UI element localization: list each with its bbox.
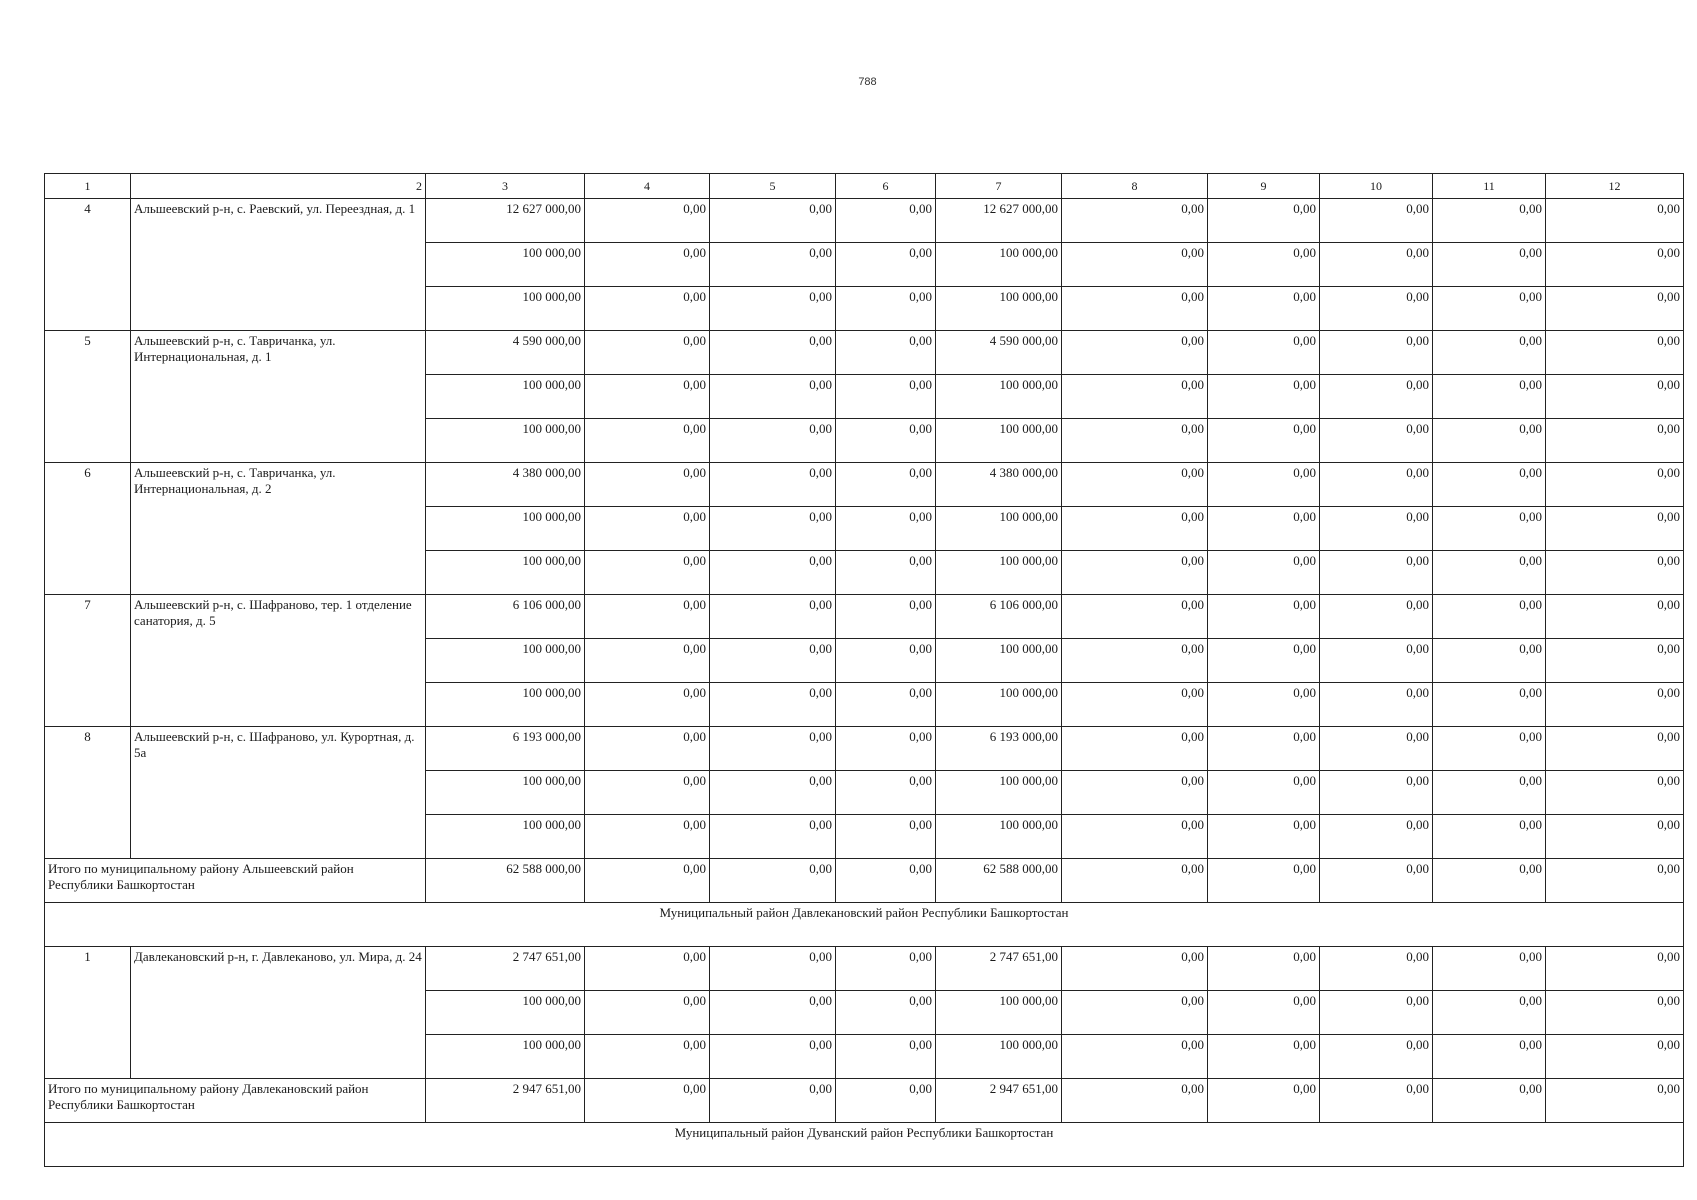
amount-cell: 100 000,00 [426, 771, 585, 815]
amount-cell: 0,00 [1062, 947, 1208, 991]
amount-cell: 0,00 [1433, 683, 1546, 727]
amount-cell: 0,00 [1062, 595, 1208, 639]
amount-cell: 0,00 [585, 507, 710, 551]
amount-cell: 0,00 [585, 683, 710, 727]
amount-cell: 0,00 [1546, 287, 1684, 331]
amount-cell: 0,00 [1433, 991, 1546, 1035]
amount-cell: 0,00 [1208, 991, 1320, 1035]
amount-cell: 0,00 [1062, 639, 1208, 683]
amount-cell: 0,00 [836, 463, 936, 507]
amount-cell: 0,00 [1320, 507, 1433, 551]
amount-cell: 0,00 [1208, 595, 1320, 639]
amount-cell: 0,00 [1433, 815, 1546, 859]
amount-cell: 0,00 [836, 771, 936, 815]
column-number-header: 2 [131, 174, 426, 199]
amount-cell: 0,00 [1320, 375, 1433, 419]
amount-cell: 0,00 [1208, 331, 1320, 375]
amount-cell: 12 627 000,00 [936, 199, 1062, 243]
amount-cell: 0,00 [1208, 947, 1320, 991]
amount-cell: 0,00 [710, 947, 836, 991]
total-amount-cell: 0,00 [1062, 1079, 1208, 1123]
amount-cell: 0,00 [1546, 595, 1684, 639]
amount-cell: 100 000,00 [426, 815, 585, 859]
amount-cell: 0,00 [1546, 199, 1684, 243]
section-title: Муниципальный район Дуванский район Республики Башкортостан [45, 1123, 1684, 1167]
amount-cell: 100 000,00 [936, 683, 1062, 727]
amount-cell: 0,00 [1433, 639, 1546, 683]
amount-cell: 0,00 [1433, 463, 1546, 507]
total-amount-cell: 0,00 [836, 859, 936, 903]
row-index: 1 [45, 947, 131, 1079]
amount-cell: 0,00 [585, 815, 710, 859]
amount-cell: 0,00 [1062, 991, 1208, 1035]
amount-cell: 4 380 000,00 [426, 463, 585, 507]
amount-cell: 0,00 [585, 991, 710, 1035]
amount-cell: 0,00 [1433, 595, 1546, 639]
amount-cell: 0,00 [1320, 639, 1433, 683]
amount-cell: 0,00 [1320, 199, 1433, 243]
amount-cell: 0,00 [1062, 419, 1208, 463]
amount-cell: 0,00 [1208, 683, 1320, 727]
amount-cell: 0,00 [1320, 419, 1433, 463]
amount-cell: 0,00 [1208, 771, 1320, 815]
amount-cell: 0,00 [710, 507, 836, 551]
amount-cell: 0,00 [710, 727, 836, 771]
amount-cell: 100 000,00 [936, 243, 1062, 287]
row-address: Альшеевский р-н, с. Шафраново, ул. Курортная, д. 5а [131, 727, 426, 859]
amount-cell: 0,00 [1062, 1035, 1208, 1079]
total-amount-cell: 0,00 [1546, 859, 1684, 903]
total-amount-cell: 2 947 651,00 [936, 1079, 1062, 1123]
row-index: 8 [45, 727, 131, 859]
column-number-header: 5 [710, 174, 836, 199]
amount-cell: 0,00 [1320, 243, 1433, 287]
row-index: 4 [45, 199, 131, 331]
amount-cell: 0,00 [1320, 595, 1433, 639]
amount-cell: 0,00 [1208, 463, 1320, 507]
amount-cell: 0,00 [1320, 463, 1433, 507]
amount-cell: 0,00 [1433, 947, 1546, 991]
amount-cell: 0,00 [836, 947, 936, 991]
amount-cell: 0,00 [585, 947, 710, 991]
amount-cell: 100 000,00 [936, 771, 1062, 815]
amount-cell: 2 747 651,00 [426, 947, 585, 991]
amount-cell: 0,00 [1062, 727, 1208, 771]
amount-cell: 0,00 [1546, 331, 1684, 375]
amount-cell: 100 000,00 [936, 815, 1062, 859]
amount-cell: 0,00 [1062, 331, 1208, 375]
amount-cell: 0,00 [585, 771, 710, 815]
amount-cell: 0,00 [1546, 463, 1684, 507]
amount-cell: 0,00 [1546, 727, 1684, 771]
amount-cell: 0,00 [1062, 243, 1208, 287]
amount-cell: 0,00 [836, 287, 936, 331]
amount-cell: 0,00 [836, 375, 936, 419]
amount-cell: 0,00 [1062, 463, 1208, 507]
amount-cell: 0,00 [710, 639, 836, 683]
amount-cell: 0,00 [1546, 639, 1684, 683]
column-number-header: 12 [1546, 174, 1684, 199]
amount-cell: 0,00 [585, 639, 710, 683]
amount-cell: 0,00 [836, 507, 936, 551]
amount-cell: 0,00 [1546, 1035, 1684, 1079]
amount-cell: 100 000,00 [426, 551, 585, 595]
amount-cell: 0,00 [836, 551, 936, 595]
column-number-header: 11 [1433, 174, 1546, 199]
column-number-header: 8 [1062, 174, 1208, 199]
amount-cell: 12 627 000,00 [426, 199, 585, 243]
amount-cell: 0,00 [836, 683, 936, 727]
amount-cell: 0,00 [585, 243, 710, 287]
amount-cell: 0,00 [1208, 287, 1320, 331]
amount-cell: 0,00 [710, 595, 836, 639]
amount-cell: 0,00 [1062, 683, 1208, 727]
amount-cell: 100 000,00 [936, 419, 1062, 463]
amount-cell: 100 000,00 [426, 419, 585, 463]
amount-cell: 0,00 [1546, 947, 1684, 991]
amount-cell: 0,00 [710, 331, 836, 375]
amount-cell: 0,00 [1208, 419, 1320, 463]
total-label: Итого по муниципальному району Давлекановский район Республики Башкортостан [45, 1079, 426, 1123]
amount-cell: 0,00 [1433, 375, 1546, 419]
amount-cell: 100 000,00 [426, 287, 585, 331]
amount-cell: 100 000,00 [426, 639, 585, 683]
amount-cell: 0,00 [1433, 287, 1546, 331]
page-number: 788 [858, 76, 877, 88]
table-row [45, 331, 1684, 375]
amount-cell: 0,00 [710, 375, 836, 419]
amount-cell: 6 193 000,00 [936, 727, 1062, 771]
section-row [45, 1123, 1684, 1167]
total-amount-cell: 0,00 [836, 1079, 936, 1123]
amount-cell: 6 106 000,00 [936, 595, 1062, 639]
total-row [45, 1079, 1684, 1123]
amount-cell: 0,00 [1208, 199, 1320, 243]
total-amount-cell: 0,00 [1208, 1079, 1320, 1123]
amount-cell: 4 590 000,00 [426, 331, 585, 375]
column-number-header-row [45, 174, 1684, 199]
total-amount-cell: 62 588 000,00 [426, 859, 585, 903]
amount-cell: 0,00 [710, 551, 836, 595]
amount-cell: 0,00 [836, 419, 936, 463]
amount-cell: 0,00 [710, 463, 836, 507]
amount-cell: 0,00 [1320, 815, 1433, 859]
column-number-header: 10 [1320, 174, 1433, 199]
amount-cell: 0,00 [1320, 771, 1433, 815]
amount-cell: 0,00 [710, 1035, 836, 1079]
total-row [45, 859, 1684, 903]
row-index: 6 [45, 463, 131, 595]
row-address: Альшеевский р-н, с. Тавричанка, ул. Интернациональная, д. 2 [131, 463, 426, 595]
column-number-header: 6 [836, 174, 936, 199]
amount-cell: 0,00 [1062, 287, 1208, 331]
amount-cell: 0,00 [585, 1035, 710, 1079]
amount-cell: 0,00 [585, 287, 710, 331]
total-label: Итого по муниципальному району Альшеевский район Республики Башкортостан [45, 859, 426, 903]
amount-cell: 0,00 [1062, 551, 1208, 595]
amount-cell: 0,00 [1062, 815, 1208, 859]
amount-cell: 0,00 [1546, 375, 1684, 419]
amount-cell: 100 000,00 [936, 507, 1062, 551]
amount-cell: 0,00 [1062, 199, 1208, 243]
amount-cell: 0,00 [836, 243, 936, 287]
amount-cell: 0,00 [710, 287, 836, 331]
total-amount-cell: 0,00 [710, 859, 836, 903]
amount-cell: 0,00 [1433, 331, 1546, 375]
amount-cell: 0,00 [1208, 639, 1320, 683]
row-address: Альшеевский р-н, с. Шафраново, тер. 1 отделение санатория, д. 5 [131, 595, 426, 727]
amount-cell: 0,00 [1546, 243, 1684, 287]
amount-cell: 4 380 000,00 [936, 463, 1062, 507]
table-row [45, 947, 1684, 991]
amount-cell: 0,00 [1433, 507, 1546, 551]
total-amount-cell: 0,00 [585, 1079, 710, 1123]
amount-cell: 0,00 [1320, 1035, 1433, 1079]
amount-cell: 100 000,00 [426, 375, 585, 419]
total-amount-cell: 0,00 [1320, 859, 1433, 903]
row-address: Альшеевский р-н, с. Тавричанка, ул. Интернациональная, д. 1 [131, 331, 426, 463]
table-row [45, 199, 1684, 243]
total-amount-cell: 0,00 [1208, 859, 1320, 903]
amount-cell: 0,00 [1433, 727, 1546, 771]
amount-cell: 0,00 [836, 815, 936, 859]
amount-cell: 100 000,00 [426, 991, 585, 1035]
amount-cell: 100 000,00 [936, 375, 1062, 419]
amount-cell: 0,00 [836, 331, 936, 375]
amount-cell: 4 590 000,00 [936, 331, 1062, 375]
column-number-header: 7 [936, 174, 1062, 199]
amount-cell: 0,00 [836, 727, 936, 771]
column-number-header: 4 [585, 174, 710, 199]
amount-cell: 0,00 [1208, 1035, 1320, 1079]
total-amount-cell: 0,00 [1433, 859, 1546, 903]
amount-cell: 0,00 [836, 595, 936, 639]
amount-cell: 0,00 [585, 727, 710, 771]
amount-cell: 0,00 [1546, 551, 1684, 595]
amount-cell: 0,00 [1433, 199, 1546, 243]
amount-cell: 6 106 000,00 [426, 595, 585, 639]
amount-cell: 0,00 [585, 419, 710, 463]
amount-cell: 100 000,00 [426, 507, 585, 551]
amount-cell: 0,00 [1062, 507, 1208, 551]
column-number-header: 1 [45, 174, 131, 199]
amount-cell: 100 000,00 [936, 287, 1062, 331]
amount-cell: 0,00 [1208, 815, 1320, 859]
total-amount-cell: 2 947 651,00 [426, 1079, 585, 1123]
amount-cell: 0,00 [1320, 991, 1433, 1035]
amount-cell: 0,00 [585, 199, 710, 243]
amount-cell: 0,00 [710, 991, 836, 1035]
total-amount-cell: 0,00 [585, 859, 710, 903]
amount-cell: 0,00 [710, 815, 836, 859]
amount-cell: 0,00 [1208, 507, 1320, 551]
amount-cell: 0,00 [1208, 727, 1320, 771]
amount-cell: 0,00 [836, 199, 936, 243]
amount-cell: 0,00 [585, 595, 710, 639]
amount-cell: 0,00 [1320, 551, 1433, 595]
column-number-header: 3 [426, 174, 585, 199]
section-row [45, 903, 1684, 947]
amount-cell: 0,00 [710, 683, 836, 727]
amount-cell: 0,00 [836, 1035, 936, 1079]
total-amount-cell: 0,00 [1320, 1079, 1433, 1123]
report-table [44, 173, 1684, 1167]
amount-cell: 0,00 [585, 463, 710, 507]
amount-cell: 0,00 [836, 639, 936, 683]
amount-cell: 0,00 [710, 771, 836, 815]
amount-cell: 0,00 [1546, 419, 1684, 463]
amount-cell: 0,00 [710, 199, 836, 243]
amount-cell: 0,00 [1208, 551, 1320, 595]
amount-cell: 0,00 [1320, 727, 1433, 771]
total-amount-cell: 0,00 [1546, 1079, 1684, 1123]
amount-cell: 0,00 [1546, 683, 1684, 727]
amount-cell: 0,00 [1320, 947, 1433, 991]
row-address: Альшеевский р-н, с. Раевский, ул. Переездная, д. 1 [131, 199, 426, 331]
amount-cell: 100 000,00 [426, 1035, 585, 1079]
amount-cell: 0,00 [710, 243, 836, 287]
table-row [45, 463, 1684, 507]
amount-cell: 0,00 [1062, 375, 1208, 419]
amount-cell: 100 000,00 [426, 243, 585, 287]
table-row [45, 595, 1684, 639]
table-row [45, 727, 1684, 771]
amount-cell: 0,00 [1433, 419, 1546, 463]
amount-cell: 0,00 [1320, 331, 1433, 375]
total-amount-cell: 0,00 [1433, 1079, 1546, 1123]
amount-cell: 100 000,00 [936, 1035, 1062, 1079]
amount-cell: 100 000,00 [936, 639, 1062, 683]
amount-cell: 0,00 [585, 331, 710, 375]
total-amount-cell: 0,00 [710, 1079, 836, 1123]
amount-cell: 100 000,00 [426, 683, 585, 727]
total-amount-cell: 0,00 [1062, 859, 1208, 903]
amount-cell: 0,00 [1208, 375, 1320, 419]
amount-cell: 0,00 [710, 419, 836, 463]
amount-cell: 0,00 [1208, 243, 1320, 287]
amount-cell: 0,00 [1433, 1035, 1546, 1079]
amount-cell: 6 193 000,00 [426, 727, 585, 771]
amount-cell: 0,00 [1433, 551, 1546, 595]
section-title: Муниципальный район Давлекановский район Республики Башкортостан [45, 903, 1684, 947]
amount-cell: 0,00 [1433, 243, 1546, 287]
amount-cell: 100 000,00 [936, 551, 1062, 595]
amount-cell: 2 747 651,00 [936, 947, 1062, 991]
amount-cell: 0,00 [1433, 771, 1546, 815]
row-index: 7 [45, 595, 131, 727]
amount-cell: 0,00 [585, 375, 710, 419]
amount-cell: 0,00 [585, 551, 710, 595]
amount-cell: 0,00 [1546, 771, 1684, 815]
amount-cell: 100 000,00 [936, 991, 1062, 1035]
amount-cell: 0,00 [1320, 683, 1433, 727]
amount-cell: 0,00 [1546, 815, 1684, 859]
total-amount-cell: 62 588 000,00 [936, 859, 1062, 903]
amount-cell: 0,00 [836, 991, 936, 1035]
row-address: Давлекановский р-н, г. Давлеканово, ул. Мира, д. 24 [131, 947, 426, 1079]
amount-cell: 0,00 [1062, 771, 1208, 815]
amount-cell: 0,00 [1320, 287, 1433, 331]
row-index: 5 [45, 331, 131, 463]
column-number-header: 9 [1208, 174, 1320, 199]
amount-cell: 0,00 [1546, 991, 1684, 1035]
amount-cell: 0,00 [1546, 507, 1684, 551]
